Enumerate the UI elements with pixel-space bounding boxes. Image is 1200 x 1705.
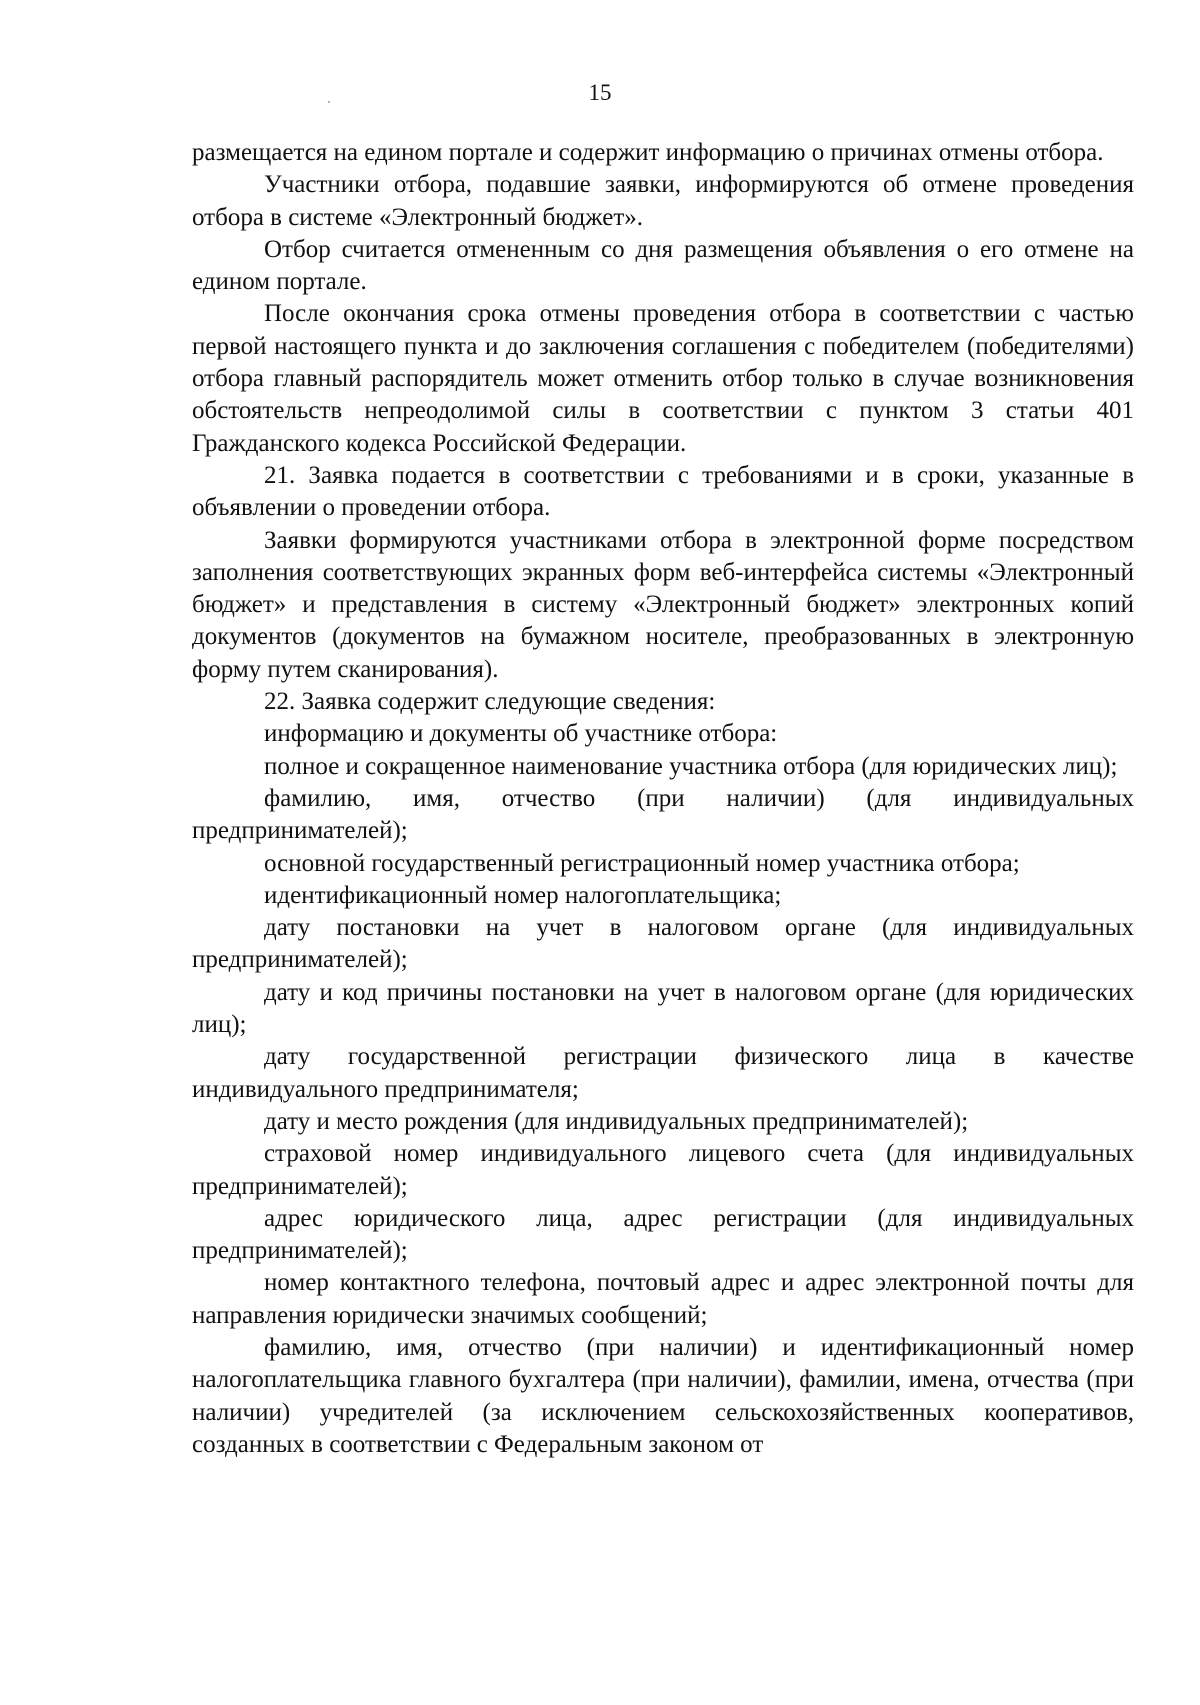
list-item: дату постановки на учет в налоговом органе (для индивидуальных предпринимателей); xyxy=(192,914,1134,974)
paragraph: Участники отбора, подавшие заявки, информируются об отмене проведения отбора в системе «Электронный бюджет». xyxy=(192,171,1134,231)
scan-speck xyxy=(328,101,330,103)
paragraph: Отбор считается отмененным со дня размещения объявления о его отмене на едином портале. xyxy=(192,235,1134,296)
paragraph: информацию и документы об участнике отбора: xyxy=(264,720,778,748)
list-item: фамилию, имя, отчество (при наличии) (для индивидуальных предпринимателей); xyxy=(192,784,1134,845)
list-item: дату и код причины постановки на учет в налоговом органе (для юридических лиц); xyxy=(192,978,1134,1039)
list-item: основной государственный регистрационный номер участника отбора; xyxy=(264,849,1020,877)
document-body xyxy=(192,137,1134,1461)
list-item: идентификационный номер налогоплательщика; xyxy=(264,881,782,909)
list-item: дату и место рождения (для индивидуальных предпринимателей); xyxy=(264,1107,969,1135)
list-item: дату государственной регистрации физического лица в качестве индивидуального предпринимателя; xyxy=(192,1043,1134,1103)
list-item: номер контактного телефона, почтовый адрес и адрес электронной почты для направления юридически значимых сообщений; xyxy=(192,1269,1134,1329)
paragraph-item-22: 22. Заявка содержит следующие сведения: xyxy=(264,688,716,716)
paragraph: размещается на едином портале и содержит информацию о причинах отмены отбора. xyxy=(192,139,1104,166)
paragraph: Заявки формируются участниками отбора в электронной форме посредством заполнения соответствующих экранных форм веб-интерфейса системы «Электронный бюджет» и представления в систему «Электронный бюджет» электронных копий документов (документов на бумажном носителе, преобразованных в электронную форму путем сканирования). xyxy=(192,526,1134,683)
page-number: 15 xyxy=(588,80,612,105)
list-item: страховой номер индивидуального лицевого счета (для индивидуальных предпринимателей); xyxy=(192,1140,1134,1200)
list-item: фамилию, имя, отчество (при наличии) и идентификационный номер налогоплательщика главного бухгалтера (при наличии), фамилии, имена, отчества (при наличии) учредителей (за исключением сельскохозяйственных кооперативов, созданных в соответствии с Федеральным законом от xyxy=(192,1333,1134,1458)
paragraph: После окончания срока отмены проведения отбора в соответствии с частью первой настоящего пункта и до заключения соглашения с победителем (победителями) отбора главный распорядитель может отменить отбор только в случае возникновения обстоятельств непреодолимой силы в соответствии с пунктом 3 статьи 401 Гражданского кодекса Российской Федерации. xyxy=(192,300,1134,457)
list-item: полное и сокращенное наименование участника отбора (для юридических лиц); xyxy=(264,752,1118,780)
paragraph-item-21: 21. Заявка подается в соответствии с требованиями и в сроки, указанные в объявлении о проведении отбора. xyxy=(192,461,1134,522)
list-item: адрес юридического лица, адрес регистрации (для индивидуальных предпринимателей); xyxy=(192,1204,1134,1265)
